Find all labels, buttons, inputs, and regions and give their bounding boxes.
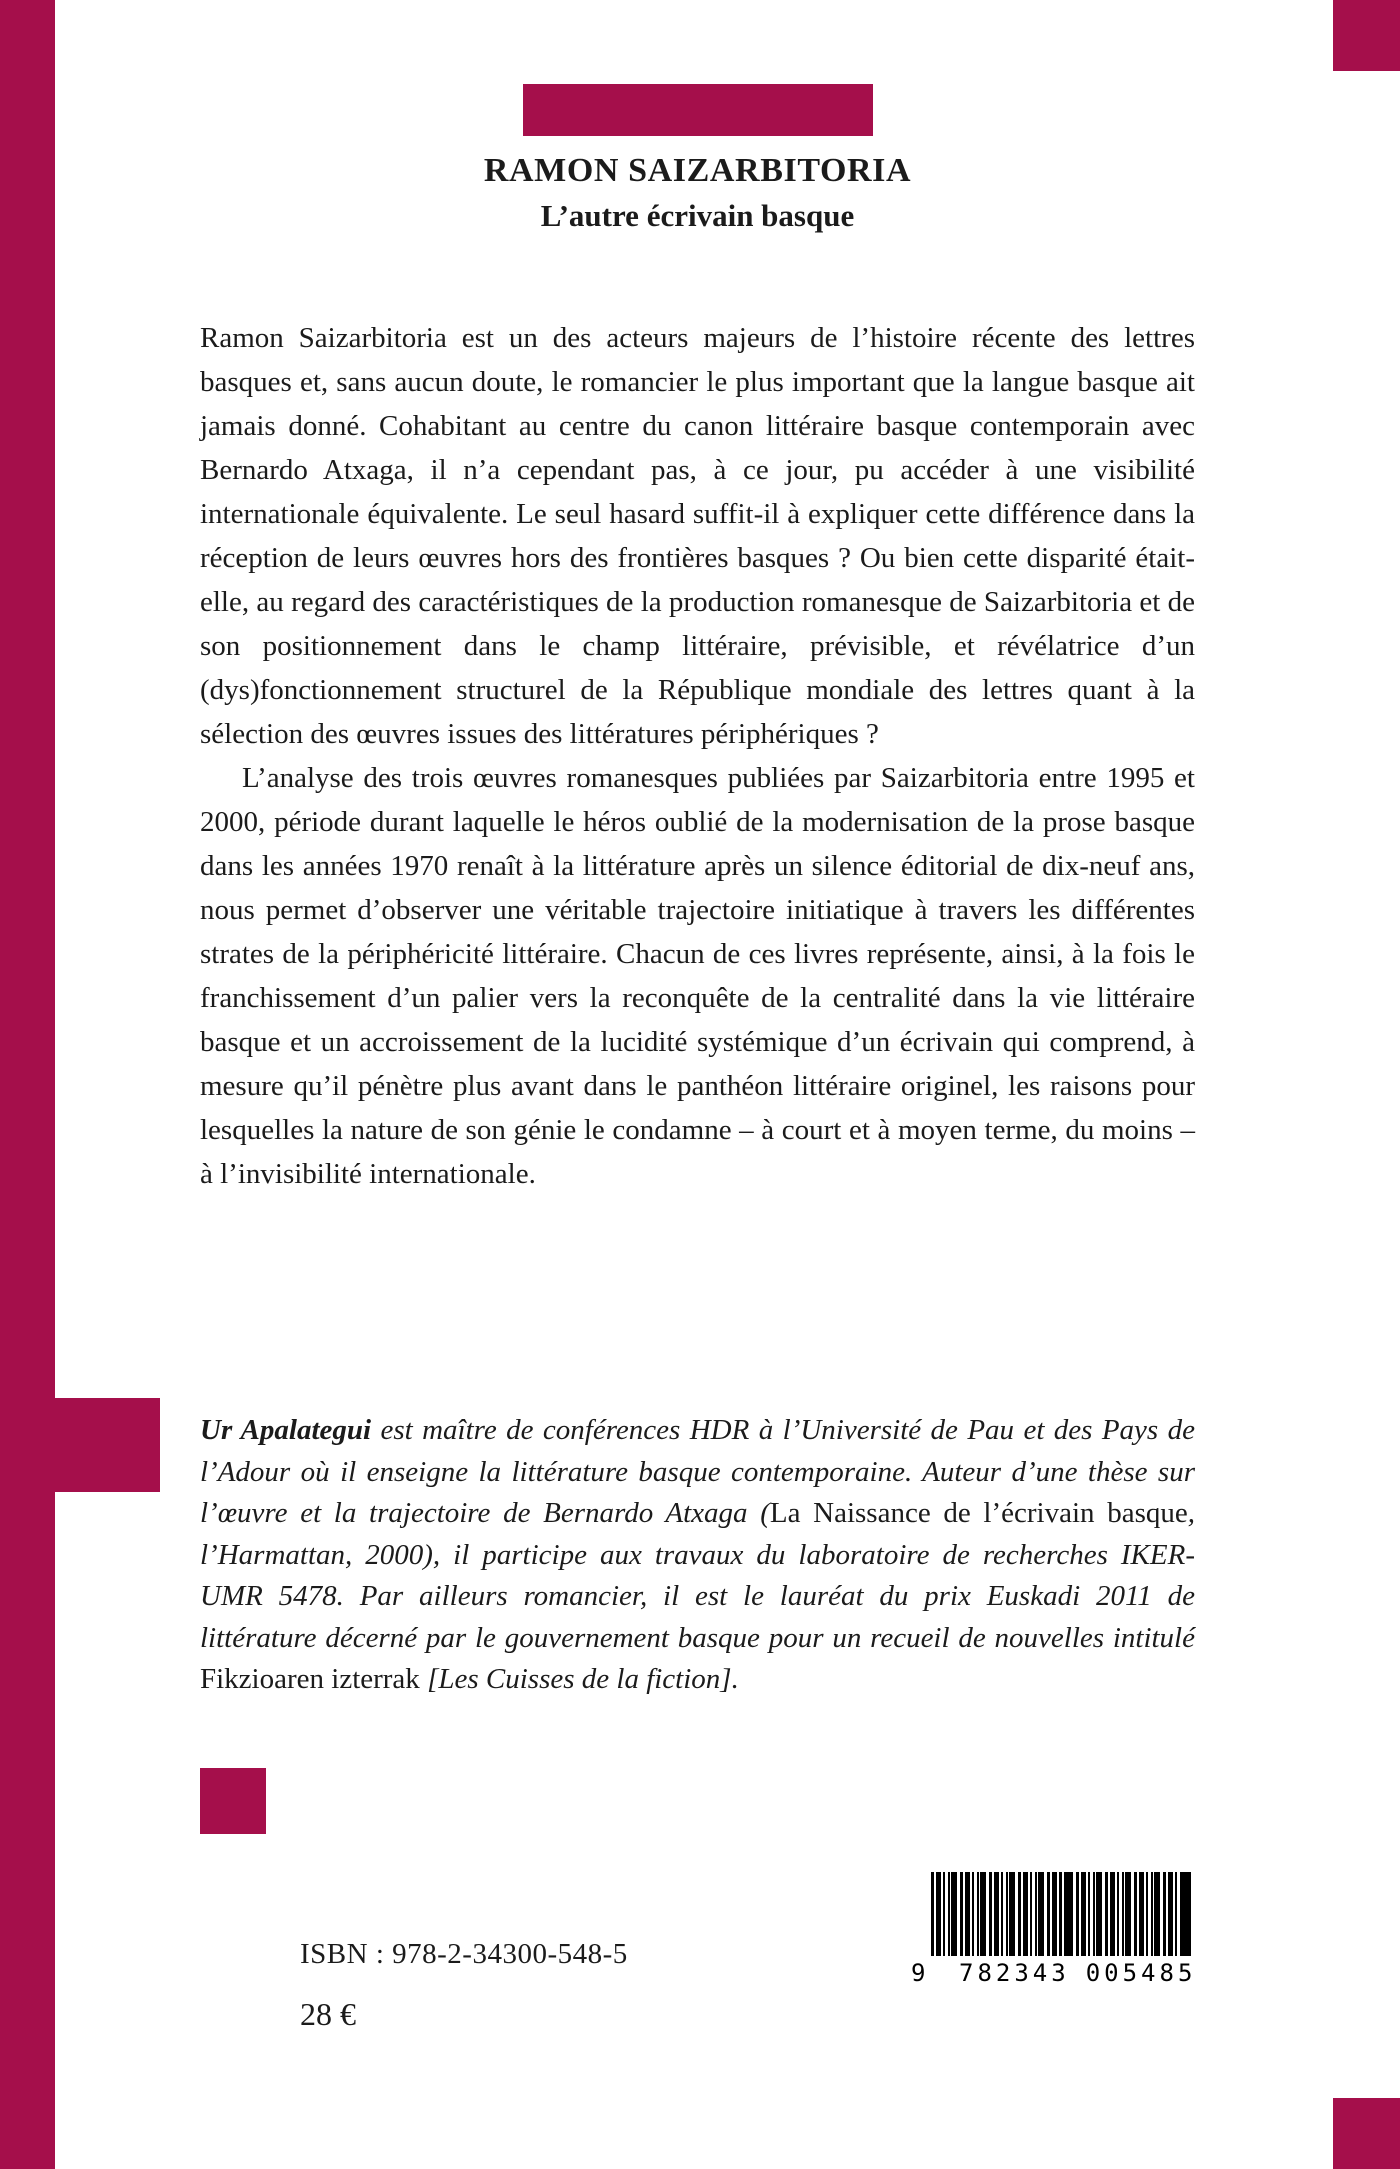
synopsis xyxy=(200,316,1195,1196)
bio-book-title: La Naissance de l’écrivain basque xyxy=(769,1497,1188,1529)
bio-basque-title: Fikzioaren izterrak xyxy=(200,1663,420,1695)
synopsis-paragraph-1: Ramon Saizarbitoria est un des acteurs majeurs de l’histoire récente des lettres basques et, sans aucun doute, le romancier le plus important que la langue basque ait jamais donné. Cohabitant au centre du canon littéraire basque contemporain avec Bernardo Atxaga, il n’a cependant pas, à ce jour, pu accéder à une visibilité internationale équivalente. Le seul hasard suffit-il à expliquer cette différence dans la réception de leurs œuvres hors des frontières basques ? Ou bien cette disparité était-elle, au regard des caractéristiques de la production romanesque de Saizarbitoria et de son positionnement dans le champ littéraire, prévisible, et révélatrice d’un (dys)fonctionnement structurel de la République mondiale des lettres quant à la sélection des œuvres issues des littératures périphériques ? xyxy=(200,322,1195,750)
ean-left-group: 782343 xyxy=(959,1959,1070,1987)
header-accent-block xyxy=(523,84,873,136)
author-bio xyxy=(200,1410,1195,1701)
bio-text-segment: [Les Cuisses de la fiction]. xyxy=(419,1663,739,1695)
ean-first-digit: 9 xyxy=(911,1959,926,1987)
barcode-digits xyxy=(911,1956,1197,1990)
footer-accent-square xyxy=(200,1768,266,1834)
ean-right-group: 005485 xyxy=(1085,1959,1197,1987)
author-name: Ur Apalategui xyxy=(200,1414,372,1446)
bio-accent-square xyxy=(28,1398,160,1492)
corner-block-top-right xyxy=(1333,0,1400,71)
book-subtitle: L’autre écrivain basque xyxy=(540,198,855,233)
synopsis-paragraph-2: L’analyse des trois œuvres romanesques publiées par Saizarbitoria entre 1995 et 2000, période durant laquelle le héros oublié de la modernisation de la prose basque dans les années 1970 renaît à la littérature après un silence éditorial de dix-neuf ans, nous permet d’observer une véritable trajectoire initiatique à travers les différentes strates de la périphéricité littéraire. Chacun de ces livres représente, ainsi, à la fois le franchissement d’un palier vers la reconquête de la centralité dans la vie littéraire basque et un accroissement de la lucidité systémique d’un écrivain qui comprend, à mesure qu’il pénètre plus avant dans le panthéon littéraire originel, les raisons pour lesquelles la nature de son génie le condamne – à court et à moyen terme, du moins – à l’invisibilité internationale. xyxy=(200,762,1195,1190)
book-title: RAMON SAIZARBITORIA xyxy=(483,152,912,189)
barcode xyxy=(911,1872,1197,1990)
spine-accent-bar xyxy=(0,0,55,2169)
corner-block-bottom-right xyxy=(1333,2098,1400,2169)
price-label: 28 € xyxy=(300,1996,356,2032)
bio-text-segment: est maître de conférences HDR à l’Université de Pau et des Pays de l’Adour où il enseigne la littérature basque contemporaine. Auteur d’une thèse sur l’œuvre et la trajectoire de Bernardo Atxaga ( xyxy=(200,1414,1195,1529)
bio-text-segment: , l’Harmattan, 2000), il participe aux travaux du laboratoire de recherches IKER-UMR 5478. Par ailleurs romancier, il est le lauréat du prix Euskadi 2011 de littérature décerné par le gouvernement basque pour un recueil de nouvelles intitulé xyxy=(200,1497,1195,1654)
isbn-label: ISBN : 978-2-34300-548-5 xyxy=(300,1938,628,1970)
title-block xyxy=(200,152,1195,234)
